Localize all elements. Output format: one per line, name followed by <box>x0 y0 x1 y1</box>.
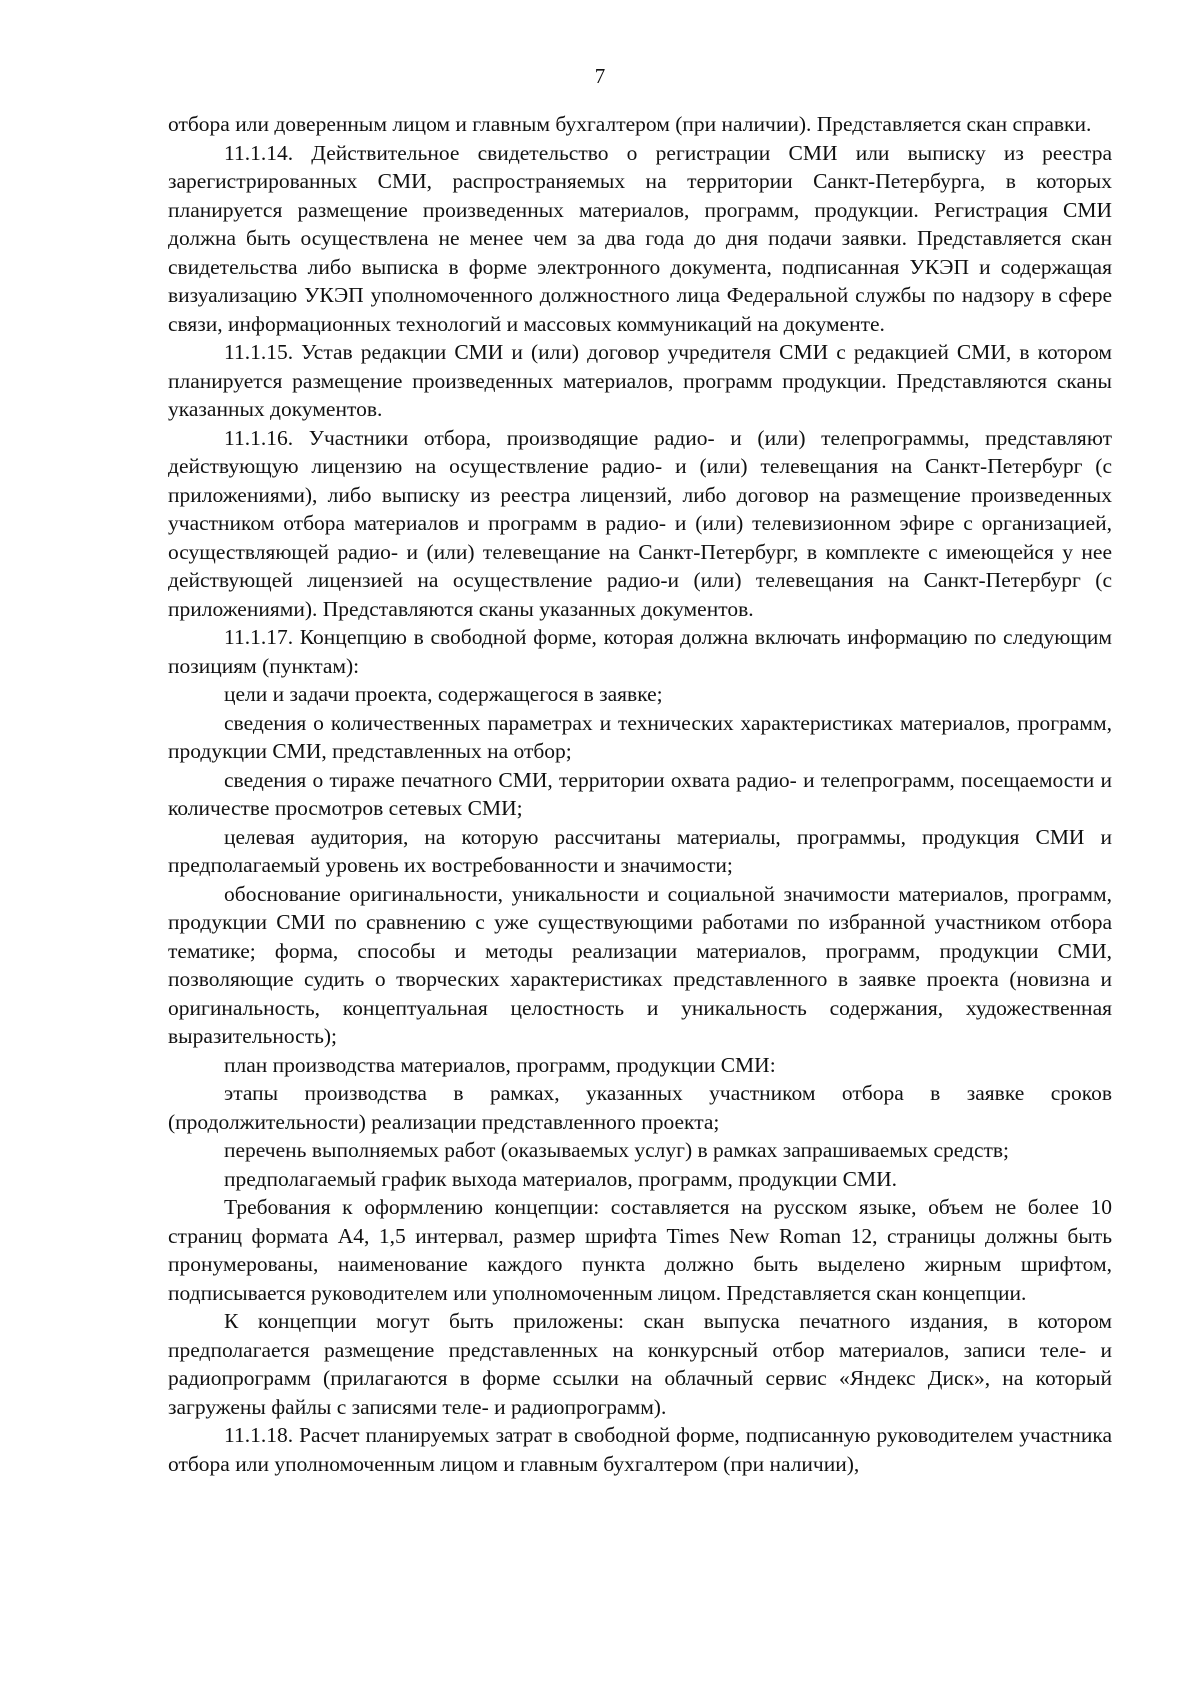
list-item: перечень выполняемых работ (оказываемых услуг) в рамках запрашиваемых средств; <box>224 1138 1010 1162</box>
list-item: предполагаемый график выхода материалов, программ, продукции СМИ. <box>224 1166 898 1191</box>
list-item: цели и задачи проекта, содержащегося в заявке; <box>224 682 663 706</box>
paragraph: К концепции могут быть приложены: скан выпуска печатного издания, в котором предполагается размещение представленных на конкурсный отбор материалов, записи теле- и радиопрограмм (прилагаются в форме ссылки на облачный сервис «Яндекс Диск», на который загружены файлы с записями теле- и радиопрограмм). <box>168 1309 1112 1419</box>
paragraph: 11.1.17. Концепцию в свободной форме, которая должна включать информацию по следующим позициям (пунктам): <box>168 625 1112 678</box>
list-item: план производства материалов, программ, продукции СМИ: <box>224 1052 776 1077</box>
list-item: сведения о количественных параметрах и технических характеристиках материалов, программ, продукции СМИ, представленных на отбор; <box>168 710 1112 763</box>
paragraph: 11.1.15. Устав редакции СМИ и (или) договор учредителя СМИ с редакцией СМИ, в котором планируется размещение произведенных материалов, программ продукции. Представляются сканы указанных документов. <box>168 340 1112 421</box>
document-body <box>168 110 1112 1478</box>
list-item: сведения о тираже печатного СМИ, территории охвата радио- и телепрограмм, посещаемости и количестве просмотров сетевых СМИ; <box>168 767 1112 820</box>
list-item: этапы производства в рамках, указанных участником отбора в заявке сроков (продолжительности) реализации представленного проекта; <box>168 1081 1112 1134</box>
list-item: целевая аудитория, на которую рассчитаны материалы, программы, продукция СМИ и предполагаемый уровень их востребованности и значимости; <box>168 824 1112 877</box>
paragraph: 11.1.16. Участники отбора, производящие радио- и (или) телепрограммы, представляют действующую лицензию на осуществление радио- и (или) телевещания на Санкт-Петербург (с приложениями), либо выписку из реестра лицензий, либо договор на размещение произведенных участником отбора материалов и программ в радио- и (или) телевизионном эфире с организацией, осуществляющей радио- и (или) телевещание на Санкт-Петербург, в комплекте с имеющейся у нее действующей лицензией на осуществление радио-и (или) телевещания на Санкт-Петербург (с приложениями). Представляются сканы указанных документов. <box>168 425 1112 621</box>
list-item: обоснование оригинальности, уникальности и социальной значимости материалов, программ, продукции СМИ по сравнению с уже существующими работами по избранной участником отбора тематике; форма, способы и методы реализации материалов, программ, продукции СМИ, позволяющие судить о творческих характеристиках представленного в заявке проекта (новизна и оригинальность, концептуальная целостность и уникальность содержания, художественная выразительность); <box>168 881 1112 1048</box>
paragraph: 11.1.14. Действительное свидетельство о регистрации СМИ или выписку из реестра зарегистрированных СМИ, распространяемых на территории Санкт-Петербурга, в которых планируется размещение произведенных материалов, программ, продукции. Регистрация СМИ должна быть осуществлена не менее чем за два года до дня подачи заявки. Представляется скан свидетельства либо выписка в форме электронного документа, подписанная УКЭП и содержащая визуализацию УКЭП уполномоченного должностного лица Федеральной службы по надзору в сфере связи, информационных технологий и массовых коммуникаций на документе. <box>168 140 1112 336</box>
paragraph: 11.1.18. Расчет планируемых затрат в свободной форме, подписанную руководителем участника отбора или уполномоченным лицом и главным бухгалтером (при наличии), <box>168 1423 1112 1476</box>
paragraph: отбора или доверенным лицом и главным бухгалтером (при наличии). Представляется скан справки. <box>168 112 1092 136</box>
paragraph: Требования к оформлению концепции: составляется на русском языке, объем не более 10 страниц формата А4, 1,5 интервал, размер шрифта Times New Roman 12, страницы должны быть пронумерованы, наименование каждого пункта должно быть выделено жирным шрифтом, подписывается руководителем или уполномоченным лицом. Представляется скан концепции. <box>168 1195 1112 1305</box>
page-number: 7 <box>594 64 606 88</box>
